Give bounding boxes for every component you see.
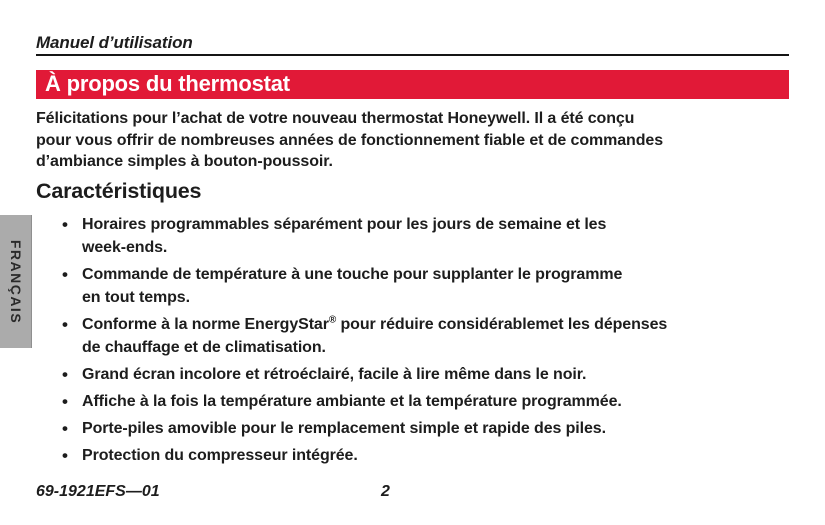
registered-trademark-symbol: ® (328, 314, 337, 326)
section-banner (36, 70, 789, 99)
feature-text-before-trademark: Conforme à la norme EnergyStar (82, 316, 329, 333)
feature-item (36, 263, 667, 309)
feature-text-after-trademark: pour réduire considérablemet les dépenses (336, 316, 668, 333)
feature-item (36, 213, 667, 259)
header-title: Manuel d’utilisation (36, 33, 193, 52)
intro-line: d’ambiance simples à bouton-poussoir. (36, 153, 333, 170)
feature-line: • Horaires programmables séparément pour les jours de semaine et les (82, 216, 607, 233)
intro-line: Félicitations pour l’achat de votre nouveau thermostat Honeywell. Il a été conçu (36, 110, 635, 127)
feature-line: • Affiche à la fois la température ambiante et la température programmée. (82, 393, 622, 410)
feature-line: • Porte-piles amovible pour le remplacement simple et rapide des piles. (82, 420, 606, 437)
features-heading: Caractéristiques (36, 179, 202, 203)
feature-item (36, 390, 667, 413)
feature-item (36, 363, 667, 386)
intro-paragraph (36, 108, 663, 173)
header-rule (36, 54, 789, 56)
document-number: 69-1921EFS—01 (36, 483, 160, 500)
feature-line: • Grand écran incolore et rétroéclairé, facile à lire même dans le noir. (82, 366, 587, 383)
section-banner-title: À propos du thermostat (45, 70, 290, 96)
feature-item (36, 313, 667, 359)
page-number: 2 (381, 483, 390, 500)
feature-line: • Commande de température à une touche pour supplanter le programme (82, 266, 623, 283)
feature-line (82, 313, 667, 336)
feature-line: de chauffage et de climatisation. (82, 339, 326, 356)
language-side-tab-label: FRANÇAIS (7, 239, 24, 324)
feature-line: • Protection du compresseur intégrée. (82, 447, 358, 464)
language-side-tab (0, 215, 32, 348)
features-list (36, 213, 667, 471)
feature-line: week-ends. (82, 239, 168, 256)
feature-line: en tout temps. (82, 289, 190, 306)
feature-item (36, 444, 667, 467)
feature-item (36, 417, 667, 440)
intro-line: pour vous offrir de nombreuses années de fonctionnement fiable et de commandes (36, 131, 663, 149)
